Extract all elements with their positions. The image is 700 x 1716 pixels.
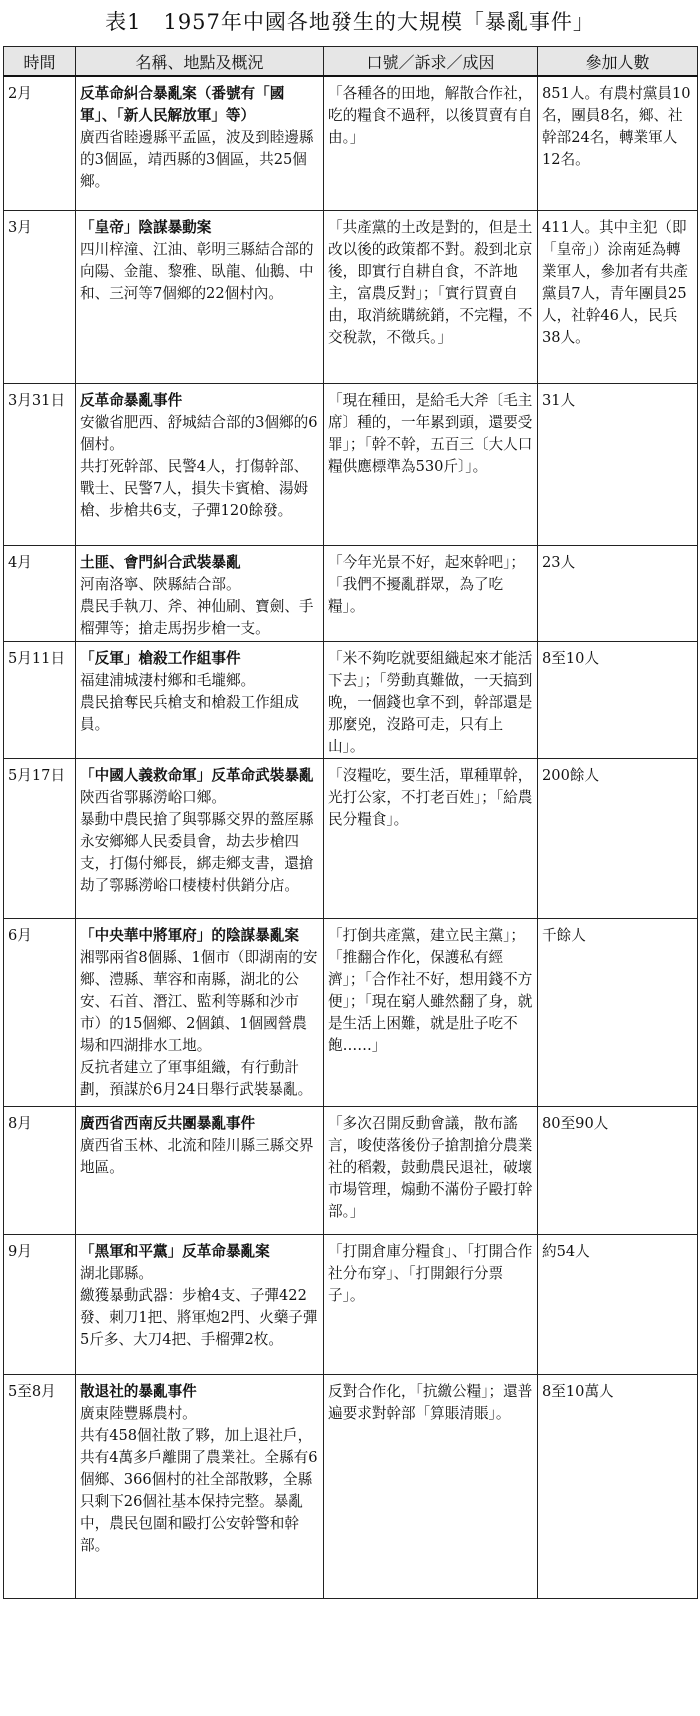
event-name: 反革命糾合暴亂案（番號有「國軍」、「新人民解放軍」等）	[80, 85, 285, 124]
cell-time: 5月11日	[4, 641, 76, 758]
event-detail: 繳獲暴動武器：步槍4支、子彈422發、刺刀1把、將軍炮2門、火藥子彈5斤多、大刀4把、手榴彈2枚。	[80, 1286, 318, 1348]
header-participants: 參加人數	[538, 47, 698, 77]
event-detail: 廣西省玉林、北流和陸川縣三縣交界地區。	[80, 1136, 314, 1176]
table-row	[4, 641, 698, 758]
event-detail: 反抗者建立了軍事組織，有行動計劃，預謀於6月24日舉行武裝暴亂。	[80, 1058, 313, 1098]
cell-participants: 8至10人	[538, 641, 698, 758]
table-row	[4, 210, 698, 383]
header-name: 名稱、地點及概況	[76, 47, 324, 77]
cell-name-location	[76, 1374, 324, 1598]
cell-name-location	[76, 1234, 324, 1374]
cell-slogan: 「打開倉庫分糧食」、「打開合作社分布穿」、「打開銀行分票子」。	[324, 1234, 538, 1374]
cell-name-location	[76, 210, 324, 383]
event-name: 散退社的暴亂事件	[80, 1382, 197, 1400]
event-detail: 共打死幹部、民警4人，打傷幹部、戰士、民警7人，損失卡賓槍、湯姆槍、步槍共6支，子彈120餘發。	[80, 457, 309, 519]
cell-time: 5月17日	[4, 758, 76, 918]
table-row	[4, 383, 698, 545]
cell-participants: 200餘人	[538, 758, 698, 918]
cell-participants: 851人。有農村黨員10名，團員8名，鄉、社幹部24名，轉業軍人12名。	[538, 76, 698, 210]
cell-participants: 23人	[538, 545, 698, 641]
cell-name-location	[76, 383, 324, 545]
event-name: 「反軍」槍殺工作組事件	[80, 649, 241, 667]
table-title: 表1 1957年中國各地發生的大規模「暴亂事件」	[105, 10, 595, 34]
cell-participants: 千餘人	[538, 918, 698, 1106]
event-detail: 廣東陸豐縣農村。	[80, 1404, 197, 1422]
event-detail: 農民搶奪民兵槍支和槍殺工作組成員。	[80, 693, 299, 733]
table-row	[4, 758, 698, 918]
header-time: 時間	[4, 47, 76, 77]
event-detail: 安徽省肥西、舒城結合部的3個鄉的6個村。	[80, 413, 318, 453]
event-detail: 湖北鄖縣。	[80, 1264, 153, 1282]
event-name: 「皇帝」陰謀暴動案	[80, 218, 212, 236]
event-name: 反革命暴亂事件	[80, 391, 183, 409]
table-row	[4, 1106, 698, 1234]
cell-slogan: 「打倒共產黨，建立民主黨」；「推翻合作化，保護私有經濟」；「合作社不好，想用錢不方便」；「現在窮人雖然翻了身，就是生活上困難，就是肚子吃不飽……」	[324, 918, 538, 1106]
cell-slogan: 「今年光景不好，起來幹吧」；「我們不擾亂群眾，為了吃糧」。	[324, 545, 538, 641]
table-row	[4, 1234, 698, 1374]
table-row	[4, 918, 698, 1106]
cell-time: 4月	[4, 545, 76, 641]
cell-name-location	[76, 758, 324, 918]
cell-participants: 80至90人	[538, 1106, 698, 1234]
cell-slogan: 「各種各的田地，解散合作社，吃的糧食不過秤，以後買賣有自由。」	[324, 76, 538, 210]
cell-name-location	[76, 918, 324, 1106]
table-body	[4, 76, 698, 1598]
event-detail: 共有458個社散了夥，加上退社戶，共有4萬多戶離開了農業社。全縣有6個鄉、366個村的社全部散夥，全縣只剩下26個社基本保持完整。暴亂中，農民包圍和毆打公安幹警和幹部。	[80, 1426, 318, 1554]
event-detail: 暴動中農民搶了與鄠縣交界的盩厔縣永安鄉鄉人民委員會，劫去步槍四支，打傷付鄉長，綁走鄉支書，還搶劫了鄠縣澇峪口棲棲村供銷分店。	[80, 810, 314, 894]
event-name: 「黑軍和平黨」反革命暴亂案	[80, 1242, 270, 1260]
event-detail: 福建浦城淒村鄉和毛壠鄉。	[80, 671, 256, 689]
event-name: 「中國人義救命軍」反革命武裝暴亂	[80, 766, 314, 784]
cell-participants: 31人	[538, 383, 698, 545]
cell-time: 2月	[4, 76, 76, 210]
table-row	[4, 1374, 698, 1598]
cell-participants: 411人。其中主犯（即「皇帝」）涂南延為轉業軍人，參加者有共產黨員7人，青年團員25人，社幹46人，民兵38人。	[538, 210, 698, 383]
cell-participants: 約54人	[538, 1234, 698, 1374]
cell-slogan: 「沒糧吃，要生活，單種單幹，光打公家，不打老百姓」；「給農民分糧食」。	[324, 758, 538, 918]
cell-name-location	[76, 76, 324, 210]
event-detail: 廣西省睦邊縣平孟區，波及到睦邊縣的3個區，靖西縣的3個區，共25個鄉。	[80, 129, 314, 190]
cell-time: 3月	[4, 210, 76, 383]
cell-name-location	[76, 1106, 324, 1234]
riot-events-table	[3, 46, 698, 1599]
cell-participants: 8至10萬人	[538, 1374, 698, 1598]
event-name: 「中央華中將軍府」的陰謀暴亂案	[80, 926, 299, 944]
event-name: 廣西省西南反共團暴亂事件	[80, 1114, 256, 1132]
cell-time: 3月31日	[4, 383, 76, 545]
event-name: 土匪、會門糾合武裝暴亂	[80, 553, 241, 571]
cell-time: 5至8月	[4, 1374, 76, 1598]
cell-slogan: 「現在種田，是給毛大斧〔毛主席〕種的，一年累到頭，還要受罪」；「幹不幹，五百三〔大人口糧供應標準為530斤〕」。	[324, 383, 538, 545]
event-detail: 河南洛寧、陝縣結合部。	[80, 575, 241, 593]
table-header-row	[4, 47, 698, 77]
table-row	[4, 76, 698, 210]
cell-name-location	[76, 641, 324, 758]
cell-slogan: 反對合作化，「抗繳公糧」；還普遍要求對幹部「算賬清賬」。	[324, 1374, 538, 1598]
cell-time: 8月	[4, 1106, 76, 1234]
cell-slogan: 「米不夠吃就要組織起來才能活下去」；「勞動真難做，一天搞到晚，一個錢也拿不到，幹部還是那麼兇，沒路可走，只有上山」。	[324, 641, 538, 758]
cell-slogan: 「多次召開反動會議，散布謠言，唆使落後份子搶割搶分農業社的稻穀，鼓動農民退社，破壞市場管理，煽動不滿份子毆打幹部。」	[324, 1106, 538, 1234]
event-detail: 湘鄂兩省8個縣、1個市（即湖南的安鄉、澧縣、華容和南縣，湖北的公安、石首、潛江、監利等縣和沙市市）的15個鄉、2個鎮、1個國營農場和四湖排水工地。	[80, 948, 318, 1054]
header-slogan: 口號／訴求／成因	[324, 47, 538, 77]
event-detail: 陝西省鄠縣澇峪口鄉。	[80, 788, 226, 806]
cell-slogan: 「共產黨的土改是對的，但是土改以後的政策都不對。殺到北京後，即實行自耕自食，不許地主，富農反對」；「實行買賣自由，取消統購統銷，不完糧，不交稅款，不徵兵。」	[324, 210, 538, 383]
table-row	[4, 545, 698, 641]
cell-time: 9月	[4, 1234, 76, 1374]
cell-name-location	[76, 545, 324, 641]
cell-time: 6月	[4, 918, 76, 1106]
event-detail: 四川梓潼、江油、彰明三縣結合部的向陽、金龍、黎雅、臥龍、仙鵝、中和、三河等7個鄉的22個村內。	[80, 240, 314, 302]
event-detail: 農民手執刀、斧、神仙刷、寶劍、手榴彈等；搶走馬拐步槍一支。	[80, 597, 314, 637]
